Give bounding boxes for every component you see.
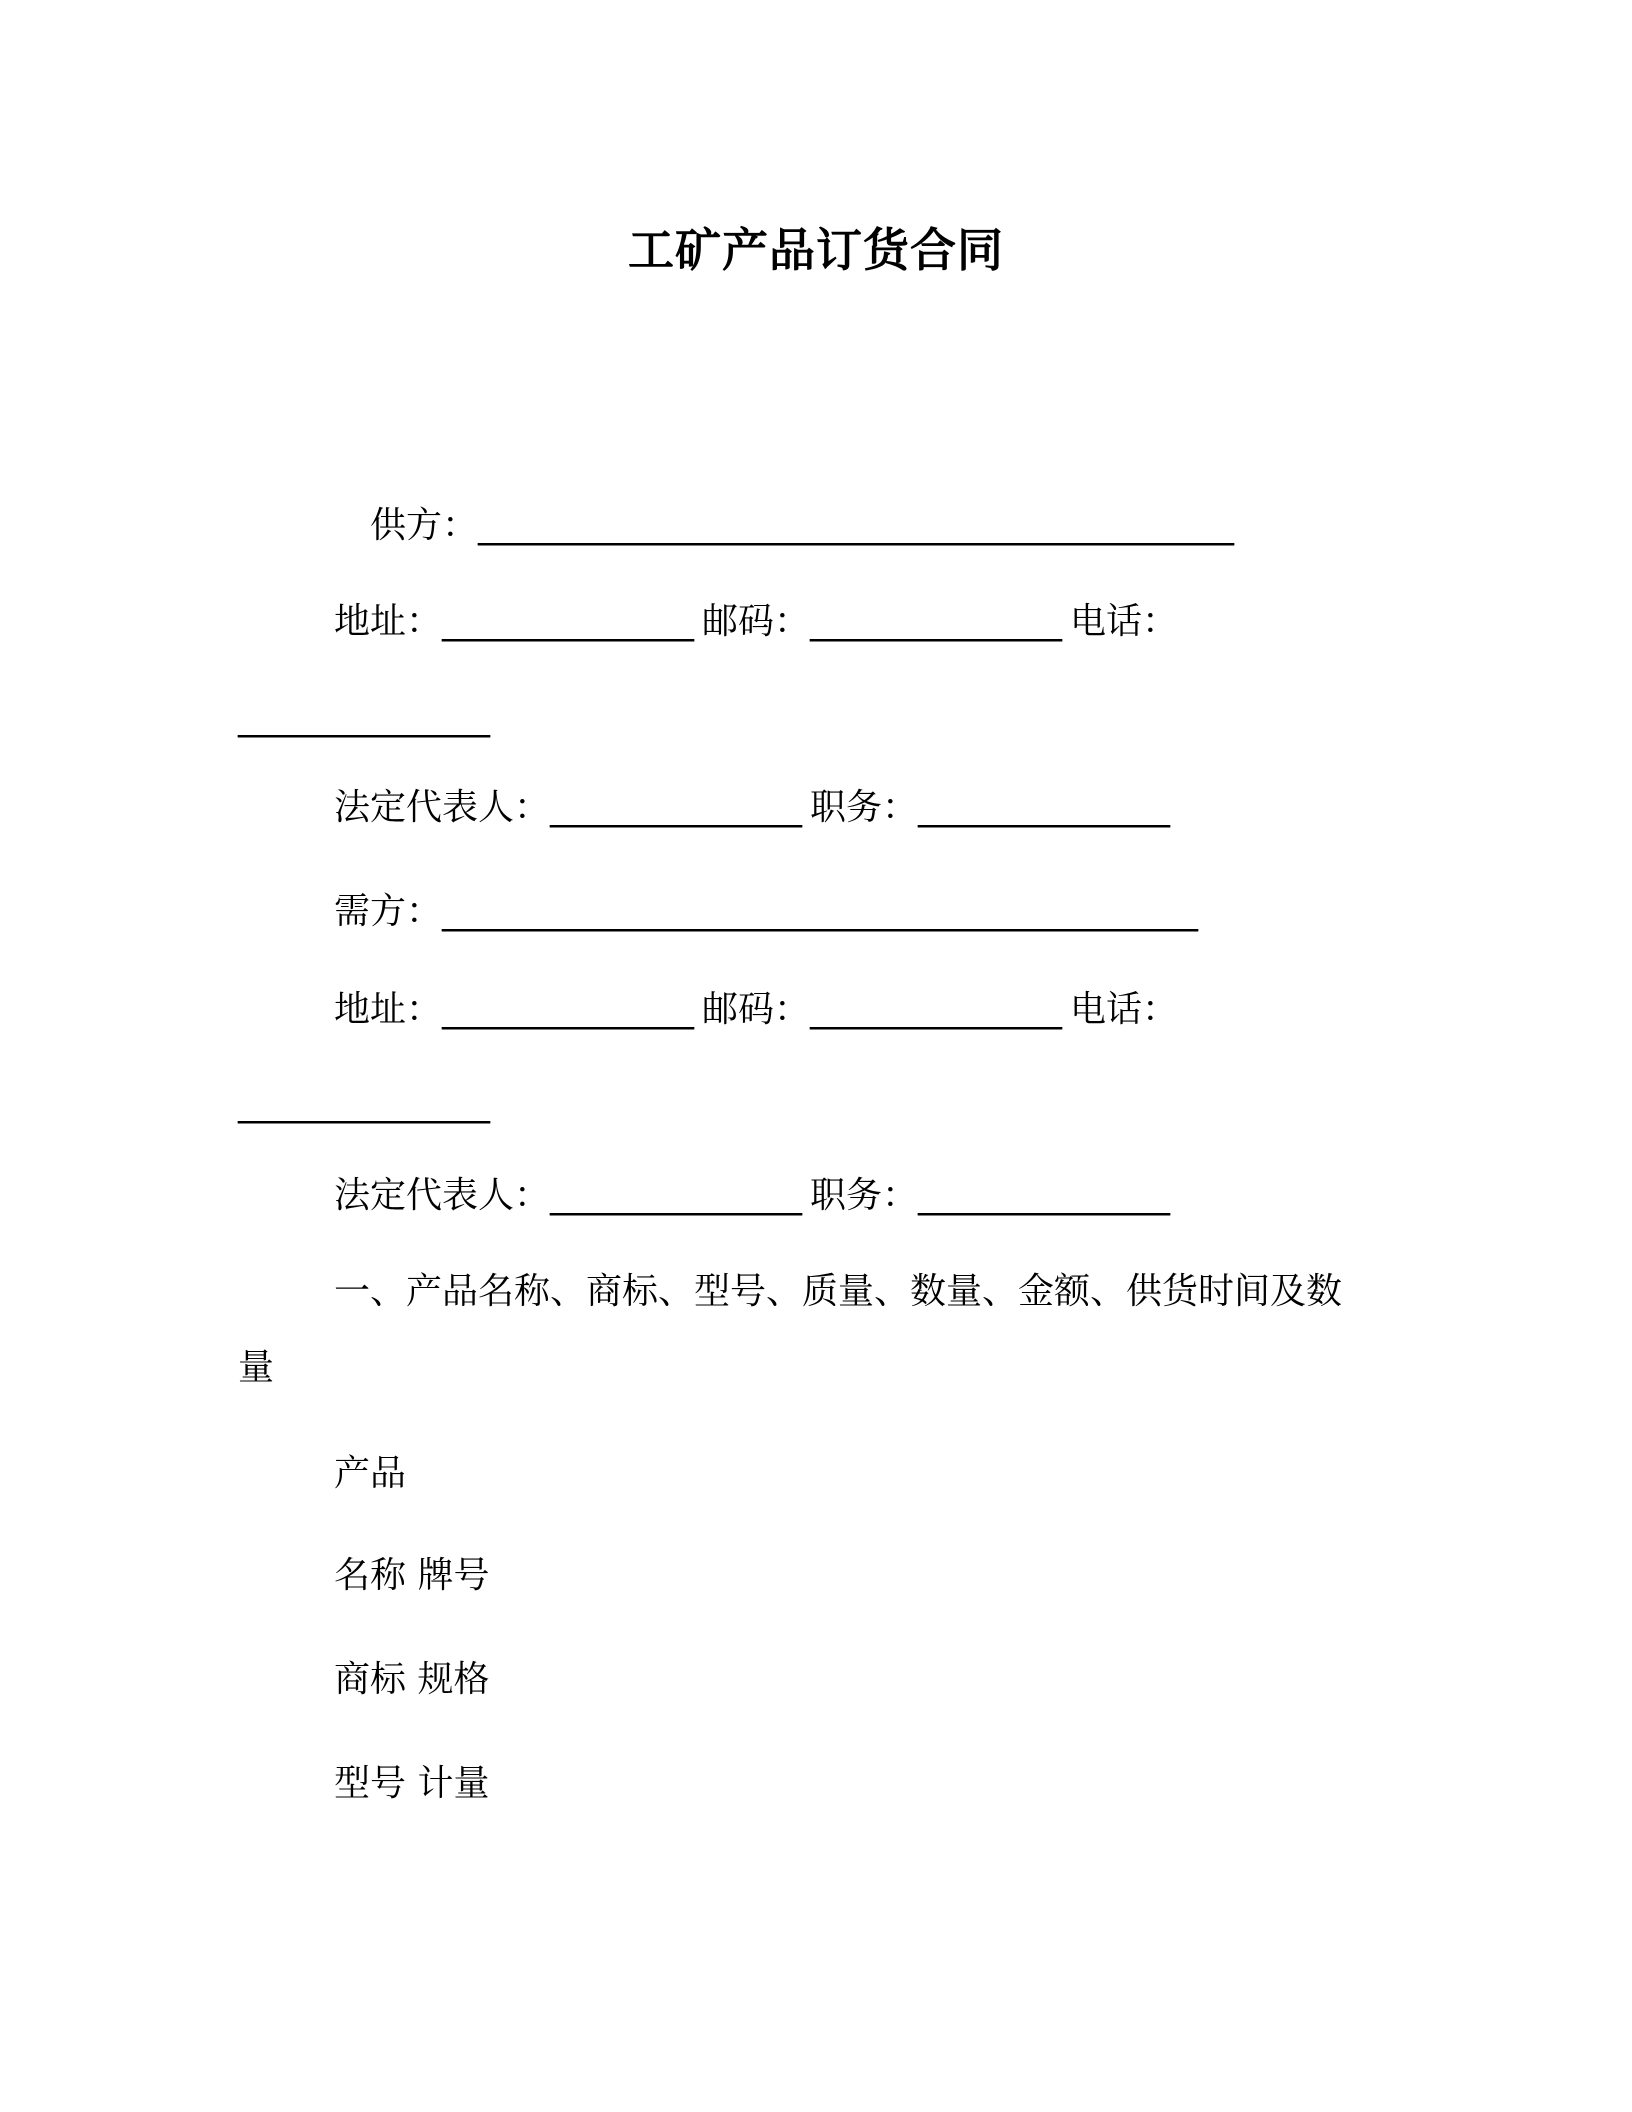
buyer-phone-line bbox=[238, 1080, 490, 1128]
section1-heading: 一、产品名称、商标、型号、质量、数量、金额、供货时间及数 bbox=[334, 1271, 1343, 1312]
buyer-address-label: 地址： bbox=[334, 989, 443, 1030]
section1-heading-continued: 量 bbox=[238, 1347, 275, 1388]
supplier-label: 供方： bbox=[370, 505, 479, 546]
supplier-address-label: 地址： bbox=[334, 601, 443, 642]
supplier-phone-line bbox=[238, 694, 490, 742]
buyer-blank: __________________________________________ bbox=[442, 891, 1199, 932]
buyer-rep-label: 法定代表人： bbox=[334, 1175, 551, 1216]
supplier-rep-label: 法定代表人： bbox=[334, 787, 551, 828]
supplier-position-blank: ______________ bbox=[918, 787, 1171, 828]
buyer-line bbox=[334, 888, 1198, 936]
supplier-contact-line bbox=[334, 598, 1178, 646]
page-title: 工矿产品订货合同 bbox=[628, 223, 1004, 277]
product-line: 产品 bbox=[334, 1453, 407, 1494]
buyer-postcode-blank: ______________ bbox=[810, 989, 1063, 1030]
supplier-line bbox=[370, 502, 1234, 550]
buyer-address-blank: ______________ bbox=[442, 989, 695, 1030]
buyer-position-blank: ______________ bbox=[918, 1175, 1171, 1216]
supplier-postcode-blank: ______________ bbox=[810, 601, 1063, 642]
supplier-phone-blank: ______________ bbox=[238, 697, 490, 738]
buyer-rep-line bbox=[334, 1172, 1170, 1220]
buyer-postcode-label: 邮码： bbox=[702, 989, 811, 1030]
supplier-address-blank: ______________ bbox=[442, 601, 695, 642]
buyer-phone-label: 电话： bbox=[1070, 989, 1179, 1030]
supplier-postcode-label: 邮码： bbox=[702, 601, 811, 642]
supplier-rep-blank: ______________ bbox=[550, 787, 803, 828]
product-line: 名称 牌号 bbox=[334, 1555, 490, 1596]
supplier-position-label: 职务： bbox=[810, 787, 919, 828]
supplier-rep-line bbox=[334, 784, 1170, 832]
supplier-blank: __________________________________________ bbox=[478, 505, 1235, 546]
product-line: 商标 规格 bbox=[334, 1659, 490, 1700]
supplier-phone-label: 电话： bbox=[1070, 601, 1179, 642]
buyer-position-label: 职务： bbox=[810, 1175, 919, 1216]
buyer-phone-blank: ______________ bbox=[238, 1083, 490, 1124]
buyer-label: 需方： bbox=[334, 891, 443, 932]
buyer-rep-blank: ______________ bbox=[550, 1175, 803, 1216]
product-line: 型号 计量 bbox=[334, 1763, 490, 1804]
buyer-contact-line bbox=[334, 986, 1178, 1034]
